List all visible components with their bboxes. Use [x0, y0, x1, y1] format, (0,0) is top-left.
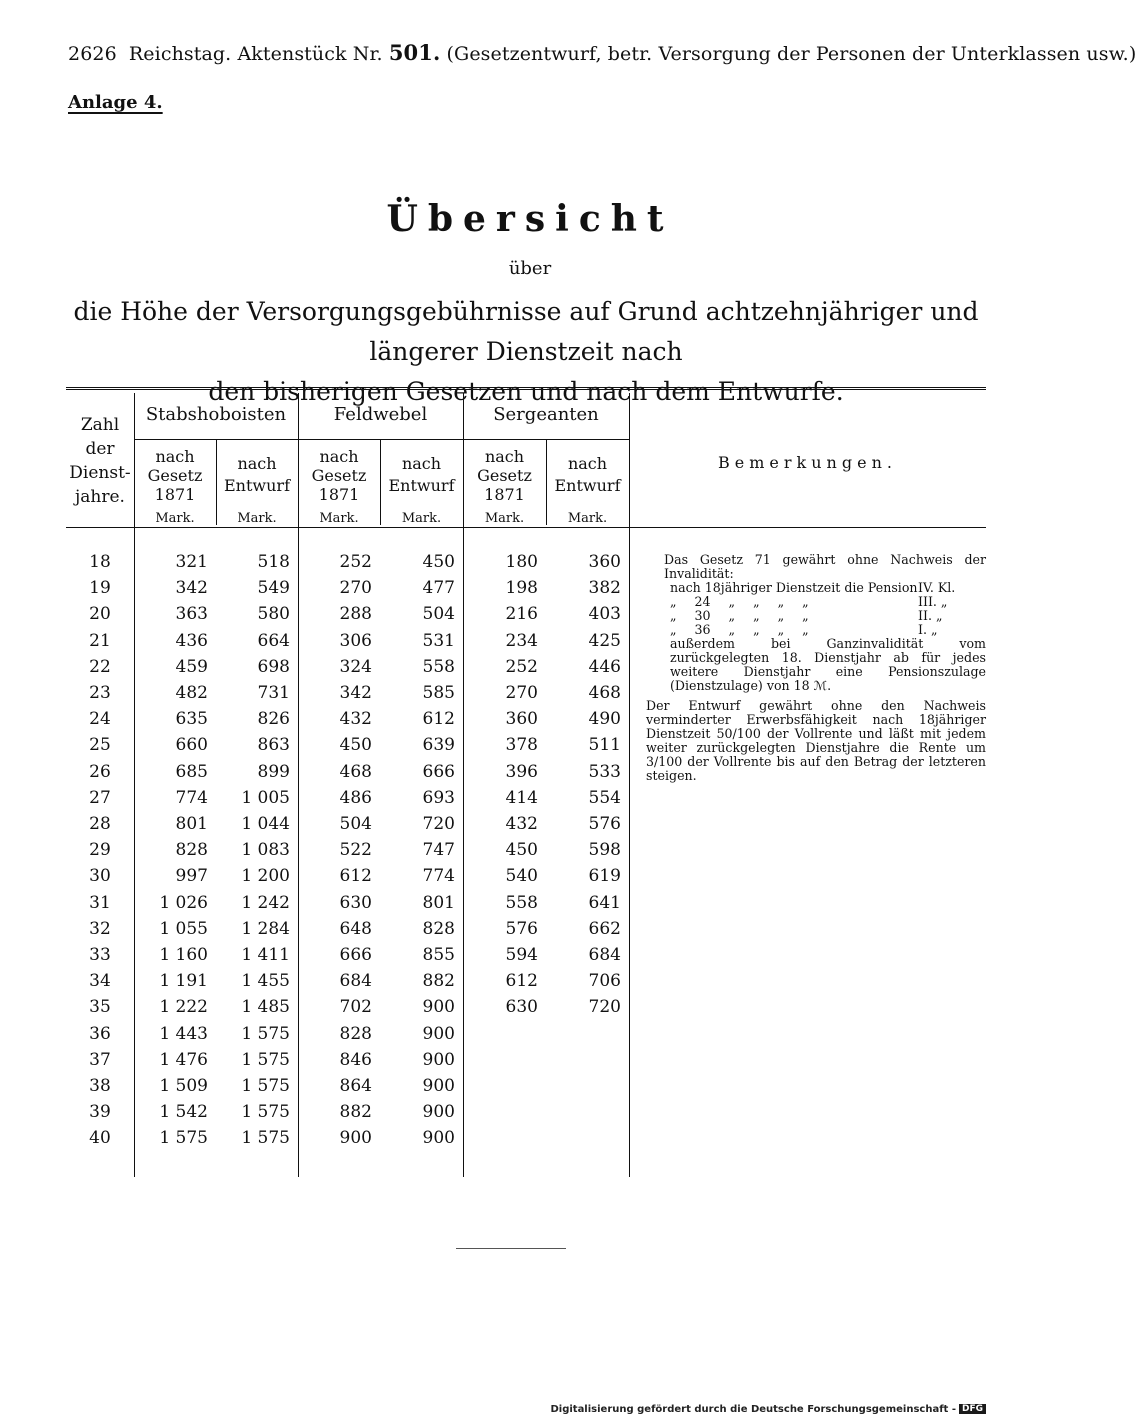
value-cell: 270 [505, 683, 538, 703]
value-cell: 446 [588, 656, 621, 677]
year-cell: 34 [89, 971, 111, 992]
value-cell: 360 [588, 552, 621, 572]
value-cell: 612 [339, 866, 372, 887]
value-cell: 252 [505, 656, 538, 677]
value-cell: 619 [588, 866, 621, 887]
value-cell: 731 [257, 683, 290, 703]
value-cell: 801 [175, 814, 208, 834]
value-cell [468, 1021, 538, 1047]
value-cell: 846 [339, 1049, 372, 1070]
value-cell: 1 055 [159, 918, 208, 939]
pension-table [66, 387, 986, 1182]
year-cell: 32 [89, 918, 111, 939]
value-cell: 662 [588, 918, 621, 939]
column-divider [629, 393, 630, 1177]
value-cell: 1 191 [159, 971, 208, 992]
subheader-gesetz: nach Gesetz 1871 [477, 447, 532, 504]
value-cell: 702 [339, 997, 372, 1018]
value-cell: 1 044 [241, 814, 290, 834]
dfg-logo: DFG [959, 1404, 986, 1414]
value-cell: 378 [505, 735, 538, 756]
value-cell: 1 575 [241, 1102, 290, 1123]
year-cell: 21 [89, 630, 111, 651]
remarks-text [646, 553, 986, 783]
value-cell: 855 [422, 945, 455, 965]
value-cell: 450 [505, 840, 538, 861]
digitization-credit: Digitalisierung gefördert durch die Deutsche Forschungsgemeinschaft - DFG [550, 1404, 986, 1415]
value-cell: 576 [505, 918, 538, 939]
remarks-list-item: „ 24 „ „ „ „ III. „ [670, 594, 948, 609]
subtitle-line-1: die Höhe der Versorgungsgebührnisse auf Grund achtzehnjähriger und längerer Dienstzeit nach [73, 297, 979, 366]
value-cell: 1 476 [159, 1049, 208, 1070]
remarks-list-item: „ 36 „ „ „ „ I. „ [670, 622, 938, 637]
year-cell: 33 [89, 945, 111, 965]
value-cell: 558 [505, 892, 538, 913]
value-cell: 684 [588, 945, 621, 965]
value-cell: 490 [588, 709, 621, 730]
group-rule [134, 439, 629, 440]
value-cell: 612 [505, 971, 538, 992]
value-cell: 180 [505, 552, 538, 572]
value-cell: 706 [588, 971, 621, 992]
year-cell: 38 [89, 1076, 111, 1096]
value-cell [551, 1125, 621, 1151]
subheader-gesetz: nach Gesetz 1871 [311, 447, 367, 504]
unit-label: Mark. [319, 511, 359, 526]
value-cell: 666 [339, 945, 372, 965]
value-cell: 234 [505, 630, 538, 651]
year-cell: 19 [89, 578, 111, 599]
value-cell: 900 [422, 1023, 455, 1044]
year-cell: 23 [89, 683, 111, 703]
value-cell: 828 [175, 840, 208, 861]
value-cell: 198 [505, 578, 538, 599]
value-cell: 288 [339, 604, 372, 625]
remarks-list-item: „ 30 „ „ „ „ II. „ [670, 608, 943, 623]
value-cell: 1 575 [241, 1049, 290, 1070]
value-cell: 863 [257, 735, 290, 756]
value-cell: 468 [339, 761, 372, 782]
value-cell: 558 [422, 656, 455, 677]
value-cell: 635 [175, 709, 208, 730]
year-cell: 35 [89, 997, 111, 1018]
subheader-entwurf: nach Entwurf [224, 454, 290, 495]
value-cell: 1 026 [159, 892, 208, 913]
value-cell: 432 [505, 814, 538, 834]
value-cell: 641 [588, 892, 621, 913]
value-cell: 630 [339, 892, 372, 913]
value-cell [551, 1047, 621, 1073]
value-cell: 899 [257, 761, 290, 782]
year-cell: 39 [89, 1102, 111, 1123]
unit-label: Mark. [567, 511, 608, 526]
value-cell: 360 [505, 709, 538, 730]
year-cell: 36 [89, 1023, 111, 1044]
value-cell: 486 [339, 787, 372, 808]
value-cell: 585 [422, 683, 455, 703]
value-cell: 504 [422, 604, 455, 625]
value-cell: 1 284 [241, 918, 290, 939]
value-cell: 403 [588, 604, 621, 625]
group-header-feldwebel: Feldwebel [333, 404, 428, 425]
value-cell: 826 [257, 709, 290, 730]
value-cell: 1 200 [241, 866, 290, 887]
value-cell: 306 [339, 630, 372, 651]
value-cell: 450 [339, 735, 372, 756]
value-cell: 900 [422, 1102, 455, 1123]
value-cell: 774 [175, 787, 208, 808]
value-cell: 997 [175, 866, 208, 887]
value-cell [468, 1125, 538, 1151]
table-top-rule [66, 387, 986, 390]
value-cell: 801 [422, 892, 455, 913]
header-subject: (Gesetzentwurf, betr. Versorgung der Personen der Unterklassen usw.) [446, 43, 1136, 65]
year-cell: 40 [89, 1128, 111, 1149]
value-cell: 540 [505, 866, 538, 887]
value-cell: 477 [422, 578, 455, 599]
value-cell: 216 [505, 604, 538, 625]
value-cell [551, 1099, 621, 1125]
value-cell: 1 509 [159, 1076, 208, 1096]
year-cell: 30 [89, 866, 111, 887]
value-cell: 698 [257, 656, 290, 677]
value-cell: 382 [588, 578, 621, 599]
value-cell: 612 [422, 709, 455, 730]
value-cell: 1 083 [241, 840, 290, 861]
running-header [68, 40, 1136, 65]
unit-label: Mark. [237, 511, 277, 526]
value-cell: 864 [339, 1076, 372, 1096]
value-cell: 511 [588, 735, 621, 756]
value-cell: 1 575 [159, 1128, 208, 1149]
value-cell: 342 [339, 683, 372, 703]
value-cell: 363 [175, 604, 208, 625]
remarks-header: Bemerkungen. [718, 453, 897, 472]
subheader-entwurf: nach Entwurf [554, 454, 621, 495]
subtitle-line-2: den bisherigen Gesetzen und nach dem Entwurfe. [208, 377, 844, 406]
value-cell: 685 [175, 761, 208, 782]
section-divider [456, 1248, 566, 1249]
value-cell: 900 [422, 1128, 455, 1149]
unit-label: Mark. [401, 511, 442, 526]
year-cell: 24 [89, 709, 111, 730]
value-cell: 554 [588, 787, 621, 808]
subheader-entwurf: nach Entwurf [388, 454, 455, 495]
group-header-sergeanten: Sergeanten [493, 404, 599, 425]
value-cell: 342 [175, 578, 208, 599]
value-cell: 432 [339, 709, 372, 730]
value-cell: 270 [339, 578, 372, 599]
value-cell: 522 [339, 840, 372, 861]
year-cell: 37 [89, 1049, 111, 1070]
value-cell: 666 [422, 761, 455, 782]
value-cell [468, 1073, 538, 1099]
value-cell: 1 575 [241, 1128, 290, 1149]
year-cell: 18 [89, 552, 111, 572]
remarks-paragraph-2: außerdem bei Ganzinvalidität vom zurückgelegten 18. Dienstjahr ab für jedes weitere Dienstjahr eine Pensionszulage (Dienstzulage) von 18 ℳ. [670, 636, 986, 693]
value-cell: 639 [422, 735, 455, 756]
appendix-label: Anlage 4. [68, 92, 163, 113]
value-cell: 1 542 [159, 1102, 208, 1123]
value-cell: 504 [339, 814, 372, 834]
value-cell: 630 [505, 997, 538, 1018]
remarks-list-item: nach 18jähriger Dienstzeit die Pension IV. Kl. [670, 580, 956, 595]
document-number: 501. [388, 40, 441, 65]
remarks-paragraph-1: Das Gesetz 71 gewährt ohne Nachweis der Invalidität: [664, 552, 986, 581]
value-cell: 414 [505, 787, 538, 808]
value-cell: 1 443 [159, 1023, 208, 1044]
value-cell: 425 [588, 630, 621, 651]
value-cell: 459 [175, 656, 208, 677]
value-cell: 720 [422, 814, 455, 834]
value-cell: 664 [257, 630, 290, 651]
value-cell: 882 [422, 971, 455, 992]
value-cell: 1 575 [241, 1076, 290, 1096]
value-cell: 436 [175, 630, 208, 651]
value-cell: 1 455 [241, 971, 290, 992]
value-cell: 900 [422, 1049, 455, 1070]
page-number: 2626 [68, 43, 117, 65]
value-cell [468, 1047, 538, 1073]
value-cell: 828 [422, 918, 455, 939]
value-cell: 1 222 [159, 997, 208, 1018]
value-cell: 396 [505, 761, 538, 782]
value-cell [551, 1073, 621, 1099]
value-cell: 518 [257, 552, 290, 572]
year-column-header: Zahl der Dienst- jahre. [69, 415, 131, 507]
value-cell [551, 1021, 621, 1047]
year-cell: 31 [89, 892, 111, 913]
value-cell: 1 242 [241, 892, 290, 913]
value-cell: 660 [175, 735, 208, 756]
remarks-paragraph-3: Der Entwurf gewährt ohne den Nachweis verminderter Erwerbsfähigkeit nach 18jähriger Dienstzeit 50/100 der Vollrente und läßt mit jedem weiter zurückgelegten Dienstjahre die Rente um 3/100 der Vollrente bis auf den Betrag der letzteren steigen. [646, 698, 986, 783]
value-cell: 900 [422, 1076, 455, 1096]
value-cell: 482 [175, 683, 208, 703]
title-connector: über [508, 258, 552, 279]
value-cell: 450 [422, 552, 455, 572]
value-cell: 580 [257, 604, 290, 625]
value-cell: 900 [339, 1128, 372, 1149]
unit-label: Mark. [155, 511, 195, 526]
value-cell: 576 [588, 814, 621, 834]
value-cell: 882 [339, 1102, 372, 1123]
group-header-stabshoboisten: Stabshoboisten [145, 404, 287, 425]
year-cell: 22 [89, 656, 111, 677]
value-cell: 1 485 [241, 997, 290, 1018]
value-cell: 1 005 [241, 787, 290, 808]
value-cell: 468 [588, 683, 621, 703]
value-cell: 684 [339, 971, 372, 992]
value-cell: 693 [422, 787, 455, 808]
value-cell [468, 1099, 538, 1125]
value-cell: 549 [257, 578, 290, 599]
value-cell: 720 [588, 997, 621, 1018]
year-cell: 28 [89, 814, 111, 834]
value-cell: 648 [339, 918, 372, 939]
value-cell: 594 [505, 945, 538, 965]
unit-label: Mark. [484, 511, 525, 526]
year-cell: 26 [89, 761, 111, 782]
value-cell: 900 [422, 997, 455, 1018]
value-cell: 1 160 [159, 945, 208, 965]
year-cell: 29 [89, 840, 111, 861]
page-title: Übersicht [386, 198, 674, 240]
value-cell: 324 [339, 656, 372, 677]
header-text: Reichstag. Aktenstück Nr. [128, 43, 383, 65]
value-cell: 1 575 [241, 1023, 290, 1044]
value-cell: 828 [339, 1023, 372, 1044]
value-cell: 533 [588, 761, 621, 782]
year-cell: 27 [89, 787, 111, 808]
value-cell: 1 411 [241, 945, 290, 965]
value-cell: 774 [422, 866, 455, 887]
value-cell: 747 [422, 840, 455, 861]
year-cell: 20 [89, 604, 111, 625]
value-cell: 252 [339, 552, 372, 572]
value-cell: 321 [175, 552, 208, 572]
subheader-gesetz: nach Gesetz 1871 [147, 447, 203, 504]
value-cell: 531 [422, 630, 455, 651]
value-cell: 598 [588, 840, 621, 861]
year-cell: 25 [89, 735, 111, 756]
